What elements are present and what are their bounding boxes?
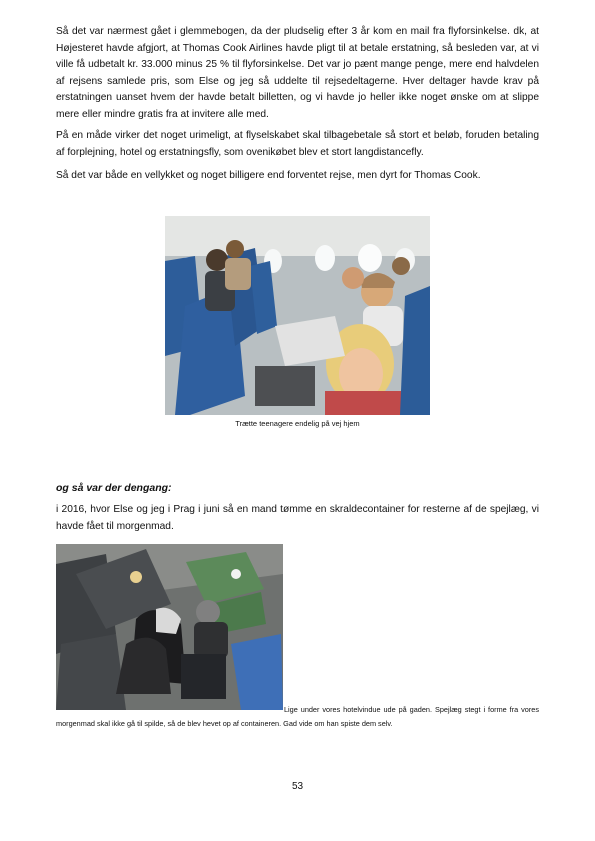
photo-caption-teenagers: Trætte teenagere endelig på vej hjem xyxy=(235,419,360,428)
paragraph-compensation: Så det var nærmest gået i glemmebogen, da der pludselig efter 3 år kom en mail fra flyforsinkelse. dk, at Højesteret havde afgjort, at Thomas Cook Airlines havde pligt til at betale erstatning, så besleden var, at vi ville få udbetalt kr. 33.000 minus 25 % til flyforsinkelse. Det var jo pænt mange penge, mere end halvdelen af rejsens samlede pris, som Else og jeg så uddelte til rejsedeltagerne. Hver deltager havde krav på erstatningen uanset hvem der havde betalt billetten, og vi havde jo heller ikke noget ønske om at slippe mere eller mindre gratis fra at invitere alle med. xyxy=(56,26,539,120)
paragraph-airline-repayment: På en måde virker det noget urimeligt, at flyselskabet skal tilbagebetale så stort et beløb, foruden betaling af forplejning, hotel og erstatningsfly, som ovenikøbet blev et stort langdistancefly. xyxy=(56,130,539,158)
paragraph-prague: i 2016, hvor Else og jeg i Prag i juni så en mand tømme en skraldecontainer for resterne af de spejlæg, vi havde fået til morgenmad. xyxy=(56,504,539,532)
caption-text: Lige under vores hotelvindue ude på gaden. Spejlæg stegt i forme fra vores morgenmad skal ikke gå til spilde, så de blev hevet op af containeren. Gad vide om han spiste dem selv. xyxy=(56,705,539,728)
paragraph-trip-summary: Så det var både en vellykket og noget billigere end forventet rejse, men dyrt for Thomas Cook. xyxy=(56,170,481,181)
photo-caption-prague xyxy=(56,703,539,731)
section-heading: og så var der dengang: xyxy=(56,482,172,494)
page-number: 53 xyxy=(291,781,304,792)
airplane-cabin-photo xyxy=(165,216,430,415)
garbage-container-photo xyxy=(56,544,283,710)
